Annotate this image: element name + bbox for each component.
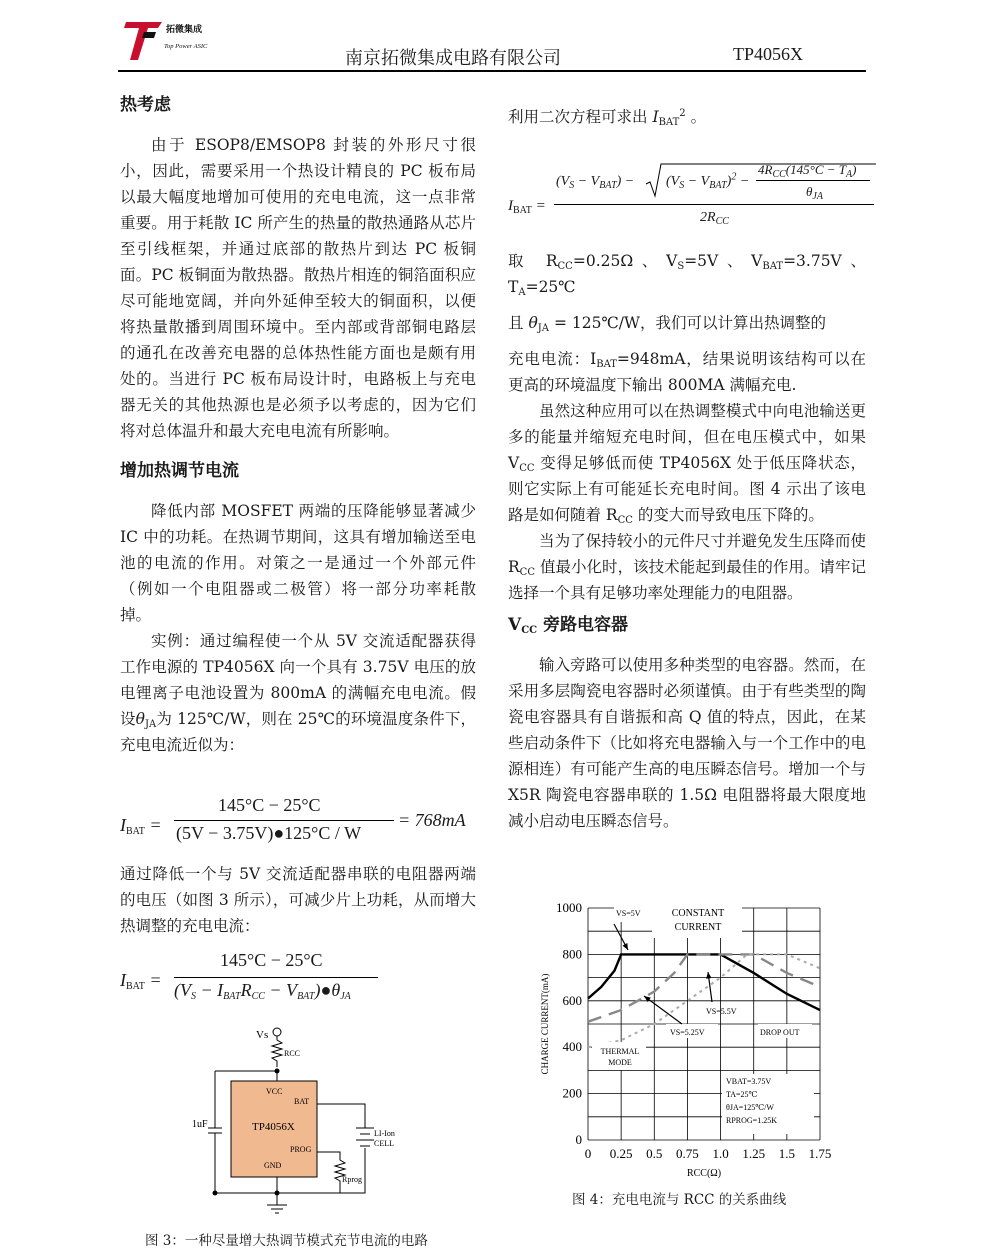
figure-4-caption: 图 4：充电电流与 RCC 的关系曲线 (572, 1192, 787, 1208)
annot-constant-current: CONSTANT (671, 908, 725, 919)
para-resistor-series-wrap (120, 861, 476, 939)
x-tick-label: 0.25 (609, 1146, 633, 1161)
left-column (120, 92, 476, 758)
fig3-rcc-label: RCC (284, 1049, 301, 1058)
fig3-vcc-label: VCC (266, 1087, 283, 1096)
annot-vs55: VS=5.5V (706, 1007, 737, 1016)
eq1-result: = 768mA (398, 810, 466, 830)
equation-3: $I_{BAT}$ = $(V_S - V_{BAT})$ − $(V_S - V_{BAT})^2$ − $4R_{CC}(145^\circ C - T_A)$ $\theta_{JA}$ $2R_{CC}$ (508, 160, 878, 240)
arrow-vs525 (644, 996, 682, 1024)
y-tick-label: 1000 (556, 900, 582, 915)
right-column-top (508, 104, 866, 130)
y-tick-label: 600 (562, 992, 582, 1008)
eq1-numerator: 145°C − 25°C (218, 795, 321, 815)
fig3-cell-label: LI-Ion (374, 1129, 395, 1138)
equation-2: $I_{BAT}$ = 145°C − 25°C ($V_S - I_{BAT}R_{CC}$ − $V_{BAT})●\theta_{JA}$ (120, 950, 480, 1010)
eq1-denominator: (5V − 3.75V)●125°C / W (176, 823, 362, 843)
para-resistor-series: 通过降低一个与 5V 交流适配器串联的电阻器两端的电压（如图 3 所示），可减少片上功耗，从而增大热调整的充电电流： (120, 865, 476, 935)
y-tick-label: 400 (562, 1039, 582, 1055)
y-axis-label: CHARGE CURRENT(mA) (540, 973, 550, 1075)
para-values: 取 $R_{CC}=0.25\Omega$、$V_S=5V$、$V_{BAT}=3.75V$、$T_A=25℃$ (508, 252, 866, 298)
para-theta: 且 $\theta_{JA}$ = 125℃/W，我们可以计算出热调整的 (508, 314, 826, 334)
para-example: 实例：通过编程使一个从 5V 交流适配器获得工作电源的 TP4056X 向一个具有 3.75V 电压的放电锂离子电池设置为 800mA 的满幅充电电流。假设$\theta_{JA}$为 125℃/W，则在 25℃的环境温度条件下，充电电流近似为： (120, 632, 476, 754)
annot-conditions: VBAT=3.75V (726, 1077, 772, 1086)
para-result: 充电电流：$I_{BAT}=948mA$，结果说明该结构可以在更高的环境温度下输出 800MA 满幅充电. (508, 350, 866, 394)
para-minimize: 当为了保持较小的元件尺寸并避免发生压降而使 $R_{CC}$ 值最小化时，该技术能起到最佳的作用。请牢记选择一个具有足够功率处理能力的电阻器。 (508, 532, 866, 602)
company-logo (122, 18, 232, 64)
heading-thermal-current: 增加热调节电流 (120, 461, 239, 481)
annot-thermal: THERMAL (600, 1047, 640, 1056)
annot-constant-current-2: CURRENT (674, 922, 722, 933)
fig3-cap-label: 1uF (192, 1119, 208, 1130)
annot-conditions: TA=25℃ (726, 1090, 758, 1099)
y-tick-label: 0 (575, 1132, 582, 1147)
eq2-denominator: ($V_S - I_{BAT}R_{CC}$ − $V_{BAT})●\theta_{JA}$ (174, 980, 351, 1002)
figure-3-caption: 图 3：一种尽量增大热调节模式充节电流的电路 (145, 1233, 428, 1249)
x-tick-label: 1.0 (712, 1146, 729, 1161)
equation-1: $I_{BAT}$ = 145°C − 25°C (5V − 3.75V)●125°C / W = 768mA (120, 795, 466, 843)
x-tick-label: 1.75 (808, 1146, 832, 1161)
figure-4-chart (536, 898, 836, 1188)
para-bypass: 输入旁路可以使用多种类型的电容器。然而，在采用多层陶瓷电容器时必须谨慎。由于有些类型的陶瓷电容器具有自谐振和高 Q 值的特点，因此，在某些启动条件下（比如将充电器输入与一个工作中的电源相连）有可能产生高的电压瞬态信号。增加一个与 X5R 陶瓷电容器串联的 1.5Ω 电阻器将最大限度地减小启动电压瞬态信号。 (508, 656, 866, 830)
model-number: TP4056X (733, 44, 804, 64)
series-line-vs-5v (588, 954, 820, 1010)
fig3-gnd-label: GND (264, 1161, 282, 1170)
eq2-numerator: 145°C − 25°C (220, 950, 323, 970)
heading-thermal: 热考虑 (120, 95, 171, 115)
figure-3-circuit (180, 1020, 395, 1220)
right-column-body (508, 248, 866, 834)
logo-cn-text: 拓微集成 (166, 24, 203, 34)
y-tick-label: 800 (562, 946, 582, 962)
eq3-denominator: $2R_{CC}$ (700, 210, 729, 227)
fig3-prog-label: PROG (290, 1145, 312, 1154)
annot-vs5: VS=5V (616, 909, 641, 918)
annot-dropout: DROP OUT (760, 1028, 800, 1037)
svg-text:CELL: CELL (374, 1139, 394, 1148)
heading-vcc-bypass: $V_{CC}$ 旁路电容器 (508, 615, 629, 636)
arrow-vs55-head (706, 972, 711, 979)
annot-mode: MODE (608, 1058, 632, 1067)
x-axis-label: RCC(Ω) (686, 1168, 722, 1179)
fig3-rprog-label: Rprog (342, 1175, 362, 1184)
company-name: 南京拓微集成电路有限公司 (345, 48, 561, 69)
y-tick-label: 200 (562, 1085, 582, 1101)
header-rule (118, 70, 866, 72)
series-line-vs-5-25v (588, 954, 820, 1021)
para-dropout: 虽然这种应用可以在热调整模式中向电池输送更多的能量并缩短充电时间，但在电压模式中，如果 $V_{CC}$ 变得足够低而使 TP4056X 处于低压降状态，则它实际上有可能延长充电时间。图 4 示出了该电路是如何随着 $R_{CC}$ 的变大而导致电压下降的。 (508, 402, 866, 526)
x-tick-label: 0 (584, 1146, 592, 1161)
fig3-vs-label: Vs (256, 1029, 269, 1041)
para-thermal: 由于 ESOP8/EMSOP8 封装的外形尺寸很小，因此，需要采用一个热设计精良的 PC 板布局以最大幅度地增加可使用的充电电流，这一点非常重要。用于耗散 IC 所产生的热量的散热通路从芯片至引线框架，并通过底部的散热片到达 PC 板铜面。PC 板铜面为散热器。散热片相连的铜箔面积应尽可能地宽阔，并向外延伸至较大的铜面积，以便将热量散播到周围环境中。至内部或背部铜电路层的通孔在改善充电器的总体热性能方面也是颇有用处的。当进行 PC 板布局设计时，电路板上与充电器无关的其他热源也是必须予以考虑的，因为它们将对总体温升和最大充电电流有所影响。 (120, 136, 476, 440)
fig3-bat-label: BAT (294, 1097, 310, 1106)
x-tick-label: 0.75 (676, 1146, 699, 1161)
fig3-chip-label: TP4056X (252, 1121, 295, 1133)
x-tick-label: 1.25 (742, 1146, 766, 1161)
x-tick-label: 1.5 (778, 1146, 795, 1161)
annot-vs525: VS=5.25V (670, 1028, 705, 1037)
logo-en-text: Top Power ASIC (164, 43, 208, 50)
x-tick-label: 0.5 (646, 1146, 663, 1161)
annot-conditions: RPROG=1.25K (726, 1116, 777, 1125)
annot-conditions: θJA=125℃/W (726, 1103, 774, 1112)
para-quadratic: 利用二次方程可求出 $I_{BAT}^2$ 。 (508, 107, 707, 128)
para-mosfet: 降低内部 MOSFET 两端的压降能够显著减少 IC 中的功耗。在热调节期间，这具有增加输送至电池的电流的作用。对策之一是通过一个外部元件（例如一个电阻器或二极管）将一部分功率耗散掉。 (120, 502, 476, 624)
